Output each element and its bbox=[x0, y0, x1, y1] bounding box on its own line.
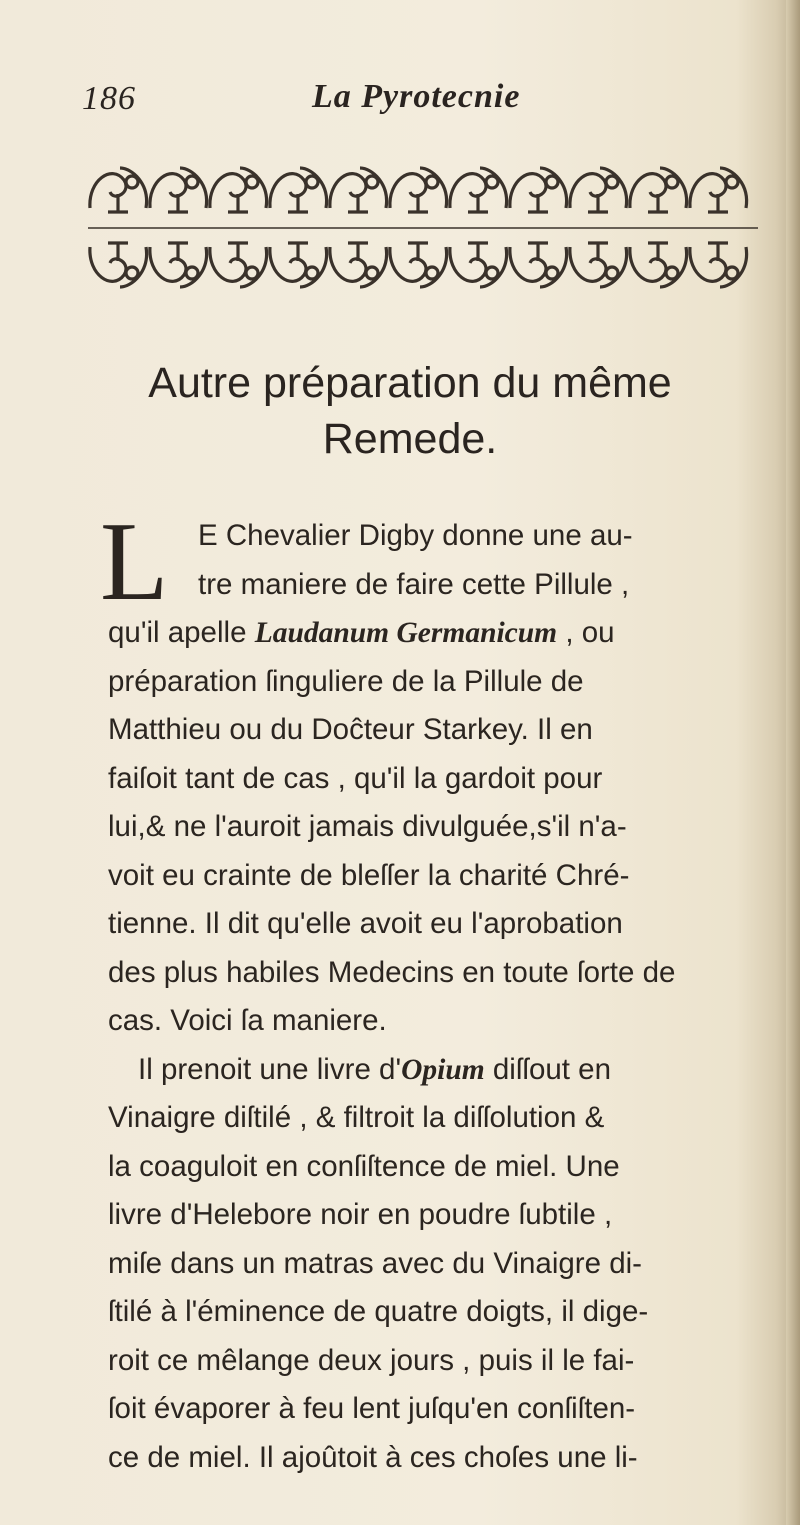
scroll-motif bbox=[570, 168, 627, 212]
scroll-motif bbox=[270, 243, 327, 287]
scroll-motif bbox=[150, 168, 207, 212]
scroll-curl bbox=[306, 267, 318, 279]
scroll-curl bbox=[186, 267, 198, 279]
text-segment: ce de miel. Il ajoûtoit à ces choſes une li- bbox=[108, 1440, 638, 1474]
scroll-motif bbox=[690, 243, 747, 287]
scroll-curl bbox=[366, 176, 378, 188]
text-segment: Il prenoit une livre d' bbox=[138, 1052, 402, 1086]
page-header bbox=[82, 72, 722, 122]
scroll-motif bbox=[450, 243, 507, 287]
text-line bbox=[108, 755, 788, 804]
text-line bbox=[108, 706, 788, 755]
text-line bbox=[108, 852, 788, 901]
text-segment: Vinaigre diſtilé , & filtroit la diſſolution & bbox=[108, 1101, 605, 1134]
scroll-motif bbox=[210, 243, 267, 287]
scroll-motif bbox=[330, 243, 387, 287]
scroll-curl bbox=[126, 267, 138, 279]
text-segment: livre d'Helebore noir en poudre ſubtile , bbox=[108, 1198, 613, 1231]
scroll-motif bbox=[630, 168, 687, 212]
scroll-curl bbox=[606, 267, 618, 279]
scroll-motif bbox=[390, 243, 447, 287]
text-line bbox=[108, 512, 788, 561]
text-line bbox=[108, 900, 788, 949]
scroll-curl bbox=[726, 176, 738, 188]
text-line bbox=[108, 1385, 788, 1434]
scroll-curl bbox=[666, 267, 678, 279]
scroll-curl bbox=[726, 267, 738, 279]
scroll-curl bbox=[486, 267, 498, 279]
text-line bbox=[108, 1046, 788, 1095]
page-edge bbox=[786, 0, 800, 1525]
chapter-title-line-1: Autre préparation du même bbox=[148, 359, 672, 407]
scroll-curl bbox=[486, 176, 498, 188]
text-line bbox=[108, 997, 788, 1046]
scroll-motif bbox=[510, 168, 567, 212]
body-text bbox=[100, 500, 788, 1482]
running-title: La Pyrotecnie bbox=[312, 78, 521, 115]
text-line bbox=[108, 949, 788, 998]
text-segment: cas. Voici ſa maniere. bbox=[108, 1004, 387, 1037]
text-segment: la coaguloit en conſiſtence de miel. Une bbox=[108, 1149, 620, 1183]
scroll-curl bbox=[666, 176, 678, 188]
text-segment: des plus habiles Medecins en toute ſorte de bbox=[108, 955, 676, 989]
text-segment: préparation ſinguliere de la Pillule de bbox=[108, 664, 584, 698]
text-segment: lui,& ne l'auroit jamais divulguée,s'il n'a- bbox=[108, 810, 627, 843]
scroll-motif bbox=[90, 168, 147, 212]
scroll-curl bbox=[246, 267, 258, 279]
scroll-curl bbox=[606, 176, 618, 188]
scroll-curl bbox=[426, 176, 438, 188]
chapter-title bbox=[100, 355, 720, 467]
scroll-motif bbox=[270, 168, 327, 212]
text-line bbox=[108, 1191, 788, 1240]
text-segment: tienne. Il dit qu'elle avoit eu l'aprobation bbox=[108, 907, 623, 940]
text-segment: , ou bbox=[557, 616, 615, 649]
text-line bbox=[108, 609, 788, 658]
ornament-headpiece bbox=[78, 140, 770, 315]
scroll-motif bbox=[90, 243, 147, 287]
scroll-curl bbox=[126, 176, 138, 188]
text-line bbox=[108, 1143, 788, 1192]
drop-cap: L bbox=[100, 500, 169, 624]
page-number: 186 bbox=[82, 80, 136, 117]
text-line bbox=[108, 1337, 788, 1386]
scroll-motif bbox=[510, 243, 567, 287]
text-segment: ſtilé à l'éminence de quatre doigts, il dige- bbox=[108, 1295, 649, 1328]
chapter-title-line-2: Remede. bbox=[322, 415, 498, 463]
text-line bbox=[108, 1434, 788, 1483]
text-segment: tre maniere de faire cette Pillule , bbox=[198, 567, 630, 601]
text-segment: E Chevalier Digby donne une au- bbox=[198, 519, 633, 552]
scroll-motif bbox=[330, 168, 387, 212]
text-segment: Matthieu ou du Doĉteur Starkey. Il en bbox=[108, 713, 593, 746]
scroll-curl bbox=[306, 176, 318, 188]
text-segment: miſe dans un matras avec du Vinaigre di- bbox=[108, 1246, 643, 1280]
text-segment: qu'il apelle bbox=[108, 616, 255, 649]
text-line bbox=[108, 561, 788, 610]
text-segment: diſſout en bbox=[484, 1052, 611, 1086]
scroll-curl bbox=[426, 267, 438, 279]
text-line bbox=[108, 1240, 788, 1289]
text-segment: voit eu crainte de bleſſer la charité Chré- bbox=[108, 858, 630, 892]
scroll-motif bbox=[210, 168, 267, 212]
scroll-motif bbox=[690, 168, 747, 212]
scroll-curl bbox=[246, 176, 258, 188]
text-segment: ſoit évaporer à feu lent juſqu'en conſiſten- bbox=[108, 1392, 636, 1425]
scroll-curl bbox=[546, 176, 558, 188]
text-line bbox=[108, 803, 788, 852]
text-line bbox=[108, 1094, 788, 1143]
text-segment: faiſoit tant de cas , qu'il la gardoit pour bbox=[108, 761, 603, 795]
italic-term: Opium bbox=[401, 1053, 485, 1086]
scroll-curl bbox=[186, 176, 198, 188]
text-line bbox=[108, 1288, 788, 1337]
text-segment: roit ce mêlange deux jours , puis il le fai- bbox=[108, 1343, 635, 1377]
scroll-curl bbox=[366, 267, 378, 279]
scroll-motif bbox=[570, 243, 627, 287]
scroll-motif bbox=[150, 243, 207, 287]
scroll-motif bbox=[450, 168, 507, 212]
text-line bbox=[108, 658, 788, 707]
scroll-curl bbox=[546, 267, 558, 279]
scroll-motif bbox=[390, 168, 447, 212]
scroll-motif bbox=[630, 243, 687, 287]
italic-term: Laudanum Germanicum bbox=[254, 617, 558, 649]
